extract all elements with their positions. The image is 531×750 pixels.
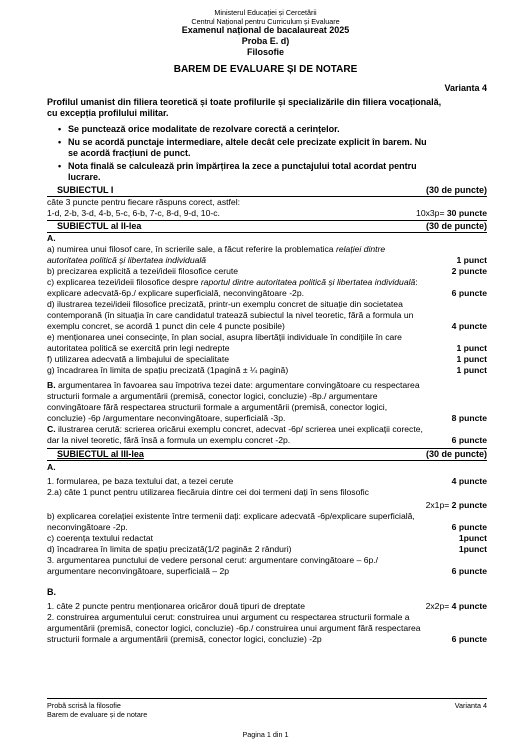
s2-item-c-cont: explicare adecvată-6p./ explicare superficială, neconvingătoare -2p. 6 puncte xyxy=(47,288,487,298)
s2-part-b-2: structurii formale a argumentării (premisă, conector logici, concluzie) -8p./ argumentare xyxy=(47,391,378,401)
footer-variant: Varianta 4 xyxy=(454,701,487,710)
ministry-name: Ministerul Educației și Cercetării xyxy=(214,8,317,17)
s2-item-a-cont: autoritatea politică și libertatea individuală 1 punct xyxy=(47,255,487,265)
footer-left-1: Probă scrisă la filosofie xyxy=(47,701,121,710)
s1-answers: 1-d, 2-b, 3-d, 4-b, 5-c, 6-b, 7-c, 8-d, 9-d, 10-c. 10x3p= 30 puncte xyxy=(47,208,487,218)
s3-b-item-2-3: structurii formale a argumentării (premisă, conector logici, concluzie) -2p 6 puncte xyxy=(47,634,487,644)
rule-3: • Nota finală se calculează prin împărțirea la zece a punctajului total acordat pentru lucrare. xyxy=(58,161,417,182)
rule-1: • Se punctează orice modalitate de rezolvare corectă a cerințelor. xyxy=(58,124,340,134)
bullet-icon: • xyxy=(58,124,62,134)
s2-item-a: a) numirea unui filosof care, în scrierile sale, a făcut referire la problematica relației dintre xyxy=(47,244,386,254)
footer-divider xyxy=(47,698,487,699)
exam-title: Examenul național de bacalaureat 2025 xyxy=(181,25,350,35)
divider xyxy=(47,460,487,461)
s3-b-item-1: 1. câte 2 puncte pentru menționarea oricăror două tipuri de dreptate 2x2p= 4 puncte xyxy=(47,601,487,611)
s3-item-2d: d) încadrarea în limita de spațiu precizată(1/2 pagină± 2 rânduri) 1punct xyxy=(47,544,487,554)
s2-part-b-4: concluzie) -6p /argumentare neconvingătoare, superficială -3p. 8 puncte xyxy=(47,413,487,423)
s2-part-b-3: convingătoare fără respectarea structurii formale a argumentării (premisă, conector logici, xyxy=(47,402,388,412)
section-3-header: SUBIECTUL al III-lea (30 de puncte) xyxy=(57,449,487,459)
s2-part-a-label: A. xyxy=(47,233,56,243)
s3-item-2a: 2.a) câte 1 punct pentru utilizarea fiecăruia dintre cei doi termeni dați în sens filosofic xyxy=(47,487,369,497)
s2-item-g: g) încadrarea în limita de spațiu precizată (1pagină ± ¼ pagină) 1 punct xyxy=(47,365,487,375)
exam-subject: Filosofie xyxy=(246,47,284,57)
footer-left-2: Barem de evaluare și de notare xyxy=(47,710,148,719)
exam-proba: Proba E. d) xyxy=(241,36,290,46)
s2-item-d-2: contemporană (în situația în care candidatul tratează subiectul la nivel teoretic, fără a formula un xyxy=(47,310,414,320)
bullet-icon: • xyxy=(58,161,62,171)
s2-part-c-2: dar la nivel teoretic, fără însă a formula un exemplu concret -2p. 6 puncte xyxy=(47,435,487,445)
bullet-icon: • xyxy=(58,137,62,147)
s1-line-1: câte 3 puncte pentru fiecare răspuns corect, astfel: xyxy=(47,197,240,207)
s2-part-b-1: B. argumentarea în favoarea sau împotriva tezei date: argumentare convingătoare cu respectarea xyxy=(47,380,420,390)
s2-item-d-3: exemplu concret, se acordă 1 punct din cele 4 puncte posibile) 4 puncte xyxy=(47,321,487,331)
s3-b-item-2-1: 2. construirea argumentului cerut: construirea unui argument cu respectarea structurii formale a xyxy=(47,612,410,622)
page-number: Pagina 1 din 1 xyxy=(242,730,289,739)
s2-item-f: f) utilizarea adecvată a limbajului de specialitate 1 punct xyxy=(47,354,487,364)
variant-label: Varianta 4 xyxy=(444,83,487,93)
s3-item-2c: c) coerența textului redactat 1punct xyxy=(47,533,487,543)
center-name: Centrul Național pentru Curriculum și Evaluare xyxy=(191,17,340,26)
s3-item-2b-1: b) explicarea corelației existente între termenii dați: explicare adecvată -6p/explicare superficială, xyxy=(47,511,415,521)
s2-item-e-2: autoritatea politică se exercită prin legi nedrepte 1 punct xyxy=(47,343,487,353)
s2-item-b: b) precizarea explicită a tezei/ideii filosofice cerute 2 puncte xyxy=(47,266,487,276)
s2-item-e-1: e) menționarea unei consecințe, în plan social, asupra libertății individuale în condițiile în care xyxy=(47,332,402,342)
section-1-header: SUBIECTUL I (30 de puncte) xyxy=(57,185,487,195)
s3-item-3-2: argumentare neconvingătoare, superficială – 2p 6 puncte xyxy=(47,566,487,576)
s2-item-d-1: d) ilustrarea tezei/ideii filosofice precizată, printr-un exemplu concret de situație din societatea xyxy=(47,299,403,309)
document-page: Ministerul Educației și Cercetării Centrul Național pentru Curriculum și Evaluare Examenul național de bacalaureat 2025 Proba E. d) Filosofie BAREM DE EVALUARE ȘI DE NOTARE Varianta 4 Profilul umanist din filiera teoretică și toate profilurile și specializările din filiera vocațională, cu excepția profilului militar. • Se punctează orice modalitate de rezolvare corectă a cerințelor. • Nu se acordă punctaje intermediare, altele decât cele precizate explicit în barem. Nu se acordă fracțiuni de punct. • Nota finală se calculează prin împărțirea la zece a punctajului total acordat pentru lucrare. SUBIECTUL I (30 de puncte) câte 3 puncte pentru fiecare răspuns corect, astfel: 1-d, 2-b, 3-d, 4-b, 5-c, 6-b, 7-c, 8-d, 9-d, 10-c. 10x3p= 30 puncte SUBIECTUL al II-lea (30 de puncte) A. a) numirea unui filosof care, în scrierile sale, a făcut referire la problematica relației dintre autoritatea politică și libertatea individuală 1 punct b) precizarea explicită a tezei/ideii filosofice cerute 2 puncte c) explicarea tezei/ideii filosofice despre raportul dintre autoritatea politică și libertatea individuală: explicare adecvată-6p./ explicare superficială, neconvingătoare -2p. 6 puncte d) ilustrarea tezei/ideii filosofice precizată, printr-un exemplu concret de situație din societatea contemporană (în situația în care candidatul tratează subiectul la nivel teoretic, fără a formula un exemplu concret, se acordă 1 punct din cele 4 puncte posibile) 4 puncte e) menționarea unei consecințe, în plan social, asupra libertății individuale în condițiile în care autoritatea politică se exercită prin legi nedrepte 1 punct f) utilizarea adecvată a limbajului de specialitate 1 punct g) încadrarea în limita de spațiu precizată (1pagină ± ¼ pagină) 1 punct B. argumentarea în favoarea sau împotriva tezei date: argumentare convingătoare cu respectarea structurii formale a argumentării (premisă, conector logici, concluzie) -8p./ argumentare convingătoare fără respectarea structurii formale a argumentării (premisă, conector logici, concluzie) -6p /argumentare neconvingătoare, superficială -3p. 8 puncte C. ilustrarea cerută: scrierea oricărui exemplu concret, adecvat -6p/ scrierea unei explicații corecte, dar la nivel teoretic, fără însă a formula un exemplu concret -2p. 6 puncte SUBIECTUL al III-lea (30 de puncte) A. 1. formularea, pe baza textului dat, a tezei cerute 4 puncte 2.a) câte 1 punct pentru utilizarea fiecăruia dintre cei doi termeni dați în sens filosofic 2x1p= 2 puncte b) explicarea corelației existente între termenii dați: explicare adecvată -6p/explicare superficială, neconvingătoare -2p. 6 puncte c) coerența textului redactat 1punct d) încadrarea în limita de spațiu precizată(1/2 pagină± 2 rânduri) 1punct 3. argumentarea punctului de vedere personal cerut: argumentare convingătoare – 6p./ argumentare neconvingătoare, superficială – 2p 6 puncte B. 1. câte 2 puncte pentru menționarea oricăror două tipuri de dreptate 2x2p= 4 puncte 2. construirea argumentului cerut: construirea unui argument cu respectarea structurii formale a argumentării (premisă, conector logici, concluzie) -6p./ construirea unui argument fără respectarea structurii formale a argumentării (premisă, conector logici, concluzie) -2p 6 puncte Probă scrisă la filosofie Barem de evaluare și de notare Varianta 4 Pagina 1 din 1 xyxy=(0,0,531,750)
s3-item-3-1: 3. argumentarea punctului de vedere personal cerut: argumentare convingătoare – 6p./ xyxy=(47,555,379,565)
s3-b-item-2-2: argumentării (premisă, conector logici, concluzie) -6p./ construirea unui argument fără respectarea xyxy=(47,623,421,633)
s3-part-a-label: A. xyxy=(47,462,56,472)
s2-part-c-1: C. ilustrarea cerută: scrierea oricărui exemplu concret, adecvat -6p/ scrierea unei explicații corecte, xyxy=(47,424,423,434)
profile-line-2: cu excepția profilului militar. xyxy=(47,108,169,118)
s2-item-c: c) explicarea tezei/ideii filosofice despre raportul dintre autoritatea politică și libertatea individuală: xyxy=(47,277,418,287)
s3-item-1: 1. formularea, pe baza textului dat, a tezei cerute 4 puncte xyxy=(47,476,487,486)
s3-part-b-label: B. xyxy=(47,587,56,597)
s3-item-2b-2: neconvingătoare -2p. 6 puncte xyxy=(47,522,487,532)
rule-2: • Nu se acordă punctaje intermediare, altele decât cele precizate explicit în barem. Nu se acordă fracțiuni de punct. xyxy=(58,137,427,158)
profile-line-1: Profilul umanist din filiera teoretică și toate profilurile și specializările din filiera vocațională, xyxy=(47,97,442,107)
section-2-header: SUBIECTUL al II-lea (30 de puncte) xyxy=(57,221,487,231)
document-title: BAREM DE EVALUARE ȘI DE NOTARE xyxy=(173,64,358,75)
